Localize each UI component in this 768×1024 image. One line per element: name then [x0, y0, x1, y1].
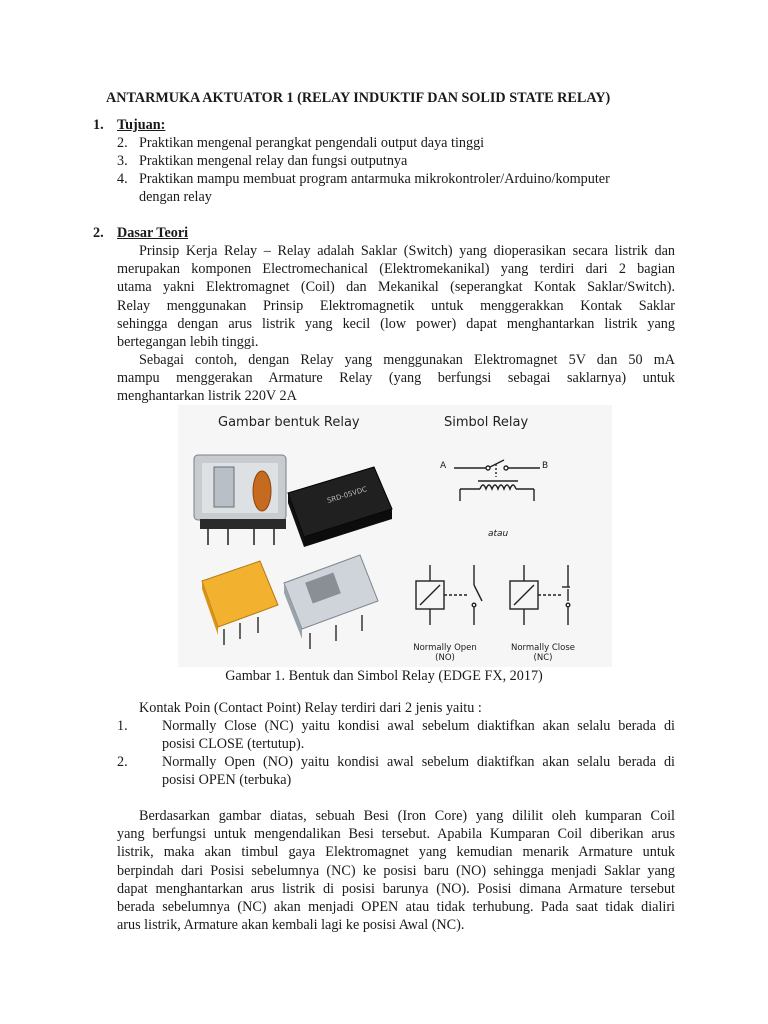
relay-figure [178, 405, 612, 667]
paragraph-line: yang berfungsi untuk mengendalikan Besi tersebut. Apabila Kumparan Coil diberikan arus [117, 826, 675, 843]
contact-item-line: posisi CLOSE (tertutup). [162, 736, 305, 753]
symbol-label-atau: atau [488, 529, 509, 539]
explanation-paragraph [117, 807, 675, 934]
paragraph-line: listrik, maka akan timbul gaya Elektromagnet yang kemudian menarik Armature untuk [117, 844, 675, 861]
paragraph-line: mampu menggerakan Armature Relay (yang berfungsi sebagai saklarnya) untuk [117, 370, 675, 387]
section-1-number: 1. [93, 117, 104, 133]
normally-close-abbr: (NC) [533, 653, 553, 663]
theory-paragraph-2 [117, 351, 675, 406]
yellow-relay-image [202, 561, 278, 645]
transparent-relay-image [284, 555, 378, 649]
paragraph-line: Relay menggunakan Prinsip Elektromagnetik untuk menggerakkan Kontak Saklar [117, 297, 675, 314]
paragraph-line: Sebagai contoh, dengan Relay yang menggunakan Elektromagnet 5V dan 50 mA [139, 352, 675, 368]
objective-text: Praktikan mengenal relay dan fungsi outputnya [139, 153, 408, 169]
figure-left-heading: Gambar bentuk Relay [218, 415, 360, 430]
objective-number: 3. [117, 153, 128, 169]
contact-item-line: posisi OPEN (terbuka) [162, 772, 292, 789]
normally-open-label [404, 643, 486, 663]
contact-item-line: Normally Close (NC) yaitu kondisi awal sebelum diaktifkan akan selalu berada di [162, 718, 675, 734]
contact-item-line: Normally Open (NO) yaitu kondisi awal sebelum diaktifkan akan selalu berada di [162, 754, 675, 770]
relay-symbol-switch [454, 460, 540, 501]
figure-caption: Gambar 1. Bentuk dan Simbol Relay (EDGE FX, 2017) [225, 668, 543, 684]
normally-open-text: Normally Open [413, 643, 477, 653]
theory-paragraph-1 [117, 242, 675, 351]
contact-item-number: 1. [117, 718, 128, 734]
paragraph-line: merupakan komponen Electromechanical (Elektromekanikal) yang terdiri dari 2 bagian [117, 261, 675, 278]
normally-close-symbol [510, 565, 570, 625]
symbol-label-a: A [440, 461, 447, 471]
normally-open-symbol [416, 565, 482, 625]
paragraph-line: Prinsip Kerja Relay – Relay adalah Saklar (Switch) yang dioperasikan secara listrik dan [139, 243, 675, 259]
paragraph-line: berpindah dari Posisi sebelumnya (NC) ke posisi baru (NO) sehingga menjadi Saklar yang [117, 862, 675, 879]
relay-illustrations [178, 405, 612, 667]
paragraph-line: arus listrik, Armature akan kembali lagi ke posisi Awal (NC). [117, 917, 465, 934]
paragraph-line: dapat menghantarkan arus listrik di posisi barunya (NO). Posisi dimana Armature tersebut [117, 880, 675, 897]
objective-number: 2. [117, 135, 128, 151]
section-1-heading: Tujuan: [117, 117, 166, 133]
paragraph-line: sehingga dengan arus listrik yang kecil (low power) dapat menghantarkan listrik yang [117, 315, 675, 332]
normally-open-abbr: (NO) [435, 653, 455, 663]
contact-intro: Kontak Poin (Contact Point) Relay terdiri dari 2 jenis yaitu : [139, 700, 482, 716]
normally-close-label [498, 643, 588, 663]
paragraph-line: Berdasarkan gambar diatas, sebuah Besi (Iron Core) yang dililit oleh kumparan Coil [139, 808, 675, 824]
section-2-heading: Dasar Teori [117, 225, 189, 241]
paragraph-line: berada sebelumnya (NC) akan menjadi OPEN atau tidak terhubung. Pada saat tidak dialiri [117, 898, 675, 915]
objective-number: 4. [117, 171, 128, 187]
paragraph-line: menghantarkan listrik 220V 2A [117, 388, 297, 405]
paragraph-line: bertegangan lebih tinggi. [117, 333, 259, 350]
objective-text-continued: dengan relay [139, 189, 212, 205]
objective-text: Praktikan mampu membuat program antarmuka mikrokontroler/Arduino/komputer [139, 171, 610, 187]
contact-item [162, 717, 675, 753]
clear-relay-image [194, 455, 286, 545]
normally-close-text: Normally Close [510, 643, 575, 653]
objective-text: Praktikan mengenal perangkat pengendali output daya tinggi [139, 135, 485, 151]
document-title: ANTARMUKA AKTUATOR 1 (RELAY INDUKTIF DAN SOLID STATE RELAY) [106, 90, 611, 106]
symbol-label-b: B [542, 461, 549, 471]
contact-item [162, 753, 675, 789]
svg-text:SRD-05VDC: SRD-05VDC [326, 485, 368, 505]
black-relay-image [288, 467, 392, 547]
contact-item-number: 2. [117, 754, 128, 770]
section-2-number: 2. [93, 225, 104, 241]
figure-right-heading: Simbol Relay [444, 415, 529, 430]
paragraph-line: utama yakni Elektromagnet (Coil) dan Mekanikal (seperangkat Kontak Saklar/Switch). [117, 279, 675, 296]
